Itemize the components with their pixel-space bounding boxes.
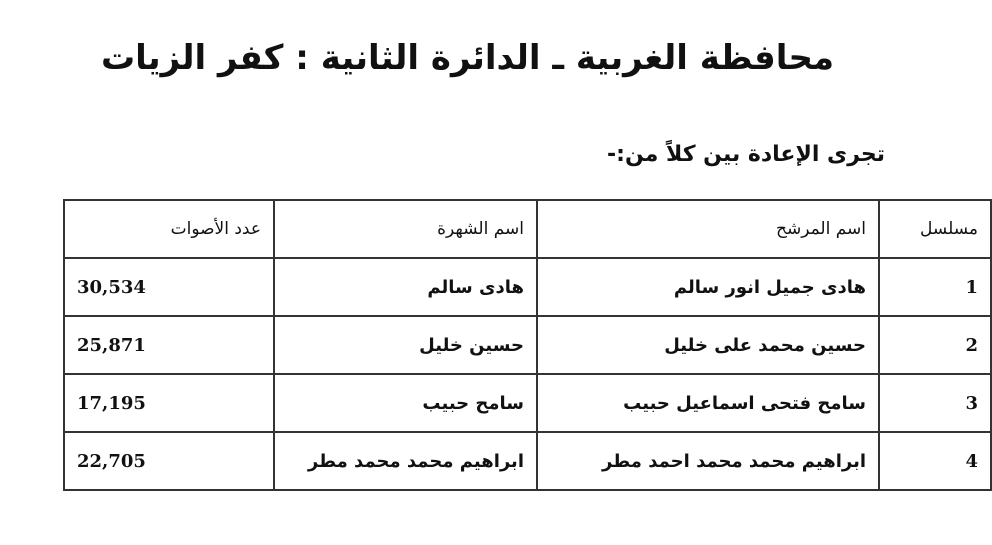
header-popular-name: اسم الشهرة [274, 200, 537, 258]
runoff-table [63, 199, 992, 491]
row-candidate-name: ابراهيم محمد محمد احمد مطر [537, 432, 879, 490]
table-row [64, 316, 991, 374]
row-votes: 25,871 [64, 316, 274, 374]
row-serial: 4 [879, 432, 991, 490]
row-serial: 3 [879, 374, 991, 432]
row-votes: 17,195 [64, 374, 274, 432]
table-header-row [64, 200, 991, 258]
row-candidate-name: هادى جميل انور سالم [537, 258, 879, 316]
row-votes: 22,705 [64, 432, 274, 490]
page-title: محافظة الغربية ـ الدائرة الثانية : كفر الزيات [100, 38, 835, 78]
table-row [64, 432, 991, 490]
header-serial: مسلسل [879, 200, 991, 258]
intro-text: تجرى الإعادة بين كلاً من:- [607, 142, 885, 167]
header-votes: عدد الأصوات [64, 200, 274, 258]
row-candidate-name: حسين محمد على خليل [537, 316, 879, 374]
header-candidate-name: اسم المرشح [537, 200, 879, 258]
row-votes: 30,534 [64, 258, 274, 316]
row-candidate-name: سامح فتحى اسماعيل حبيب [537, 374, 879, 432]
row-popular-name: حسين خليل [274, 316, 537, 374]
table-row [64, 258, 991, 316]
row-serial: 2 [879, 316, 991, 374]
table-row [64, 374, 991, 432]
row-popular-name: ابراهيم محمد محمد مطر [274, 432, 537, 490]
row-serial: 1 [879, 258, 991, 316]
row-popular-name: سامح حبيب [274, 374, 537, 432]
row-popular-name: هادى سالم [274, 258, 537, 316]
